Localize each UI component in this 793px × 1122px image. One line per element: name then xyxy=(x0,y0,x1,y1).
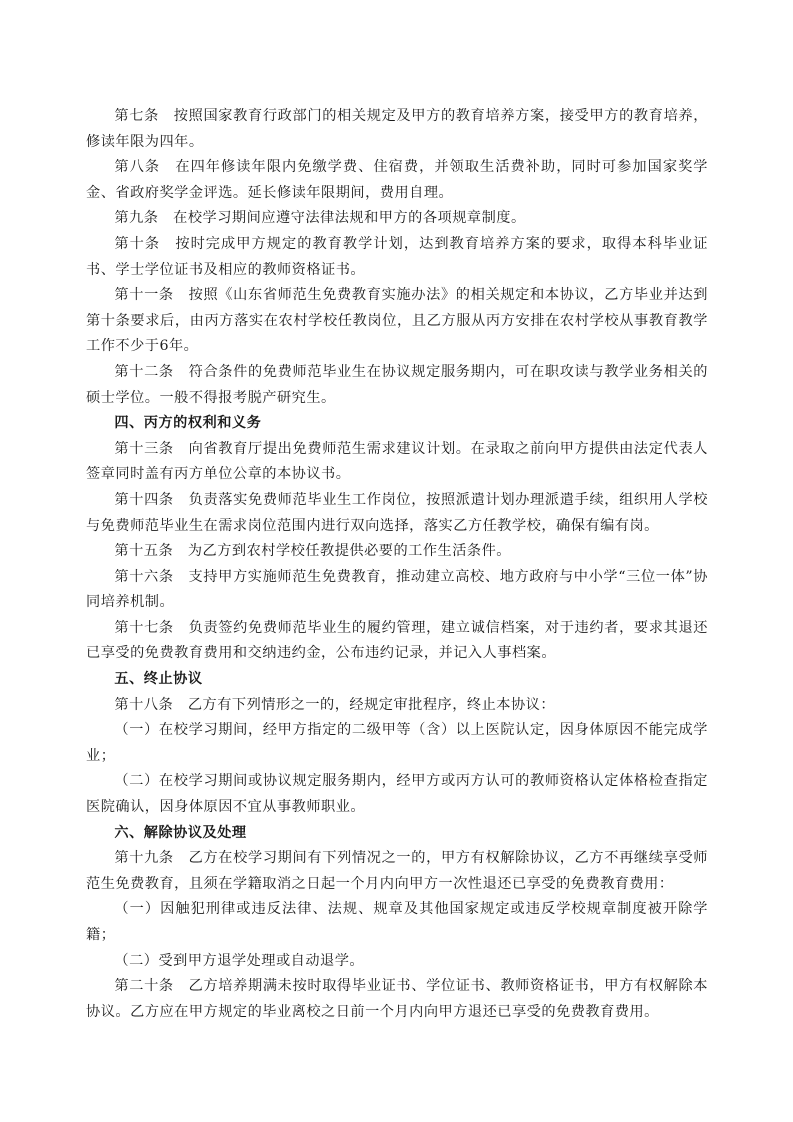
article-18-item-1: （一）在校学习期间，经甲方指定的二级甲等（含）以上医院认定，因身体原因不能完成学业； xyxy=(86,722,708,764)
article-17: 第十七条 负责签约免费师范毕业生的履约管理，建立诚信档案，对于违约者，要求其退还已享受的免费教育费用和交纳违约金，公布违约记录，并记入人事档案。 xyxy=(86,619,708,662)
article-12: 第十二条 符合条件的免费师范毕业生在协议规定服务期内，可在职攻读与教学业务相关的硕士学位。一般不得报考脱产研究生。 xyxy=(86,363,708,406)
article-15: 第十五条 为乙方到农村学校任教提供必要的工作生活条件。 xyxy=(114,543,511,560)
article-9: 第九条 在校学习期间应遵守法律法规和甲方的各项规章制度。 xyxy=(114,210,526,227)
article-18-item-2: （二）在校学习期间或协议规定服务期内，经甲方或丙方认可的教师资格认定体格检查指定医院确认，因身体原因不宜从事教师职业。 xyxy=(86,773,708,816)
article-7: 第七条 按照国家教育行政部门的相关规定及甲方的教育培养方案，接受甲方的教育培养，修读年限为四年。 xyxy=(86,108,708,150)
article-14: 第十四条 负责落实免费师范毕业生工作岗位，按照派遣计划办理派遣手续，组织用人学校与免费师范毕业生在需求岗位范围内进行双向选择，落实乙方任教学校，确保有编有岗。 xyxy=(86,491,708,534)
article-13: 第十三条 向省教育厅提出免费师范生需求建议计划。在录取之前向甲方提供由法定代表人签章同时盖有丙方单位公章的本协议书。 xyxy=(86,440,708,483)
section-heading-termination: 五、终止协议 xyxy=(114,671,203,688)
document-page xyxy=(86,104,708,1025)
section-heading-party-c: 四、丙方的权利和义务 xyxy=(114,415,262,432)
article-11: 第十一条 按照《山东省师范生免费教育实施办法》的相关规定和本协议，乙方毕业并达到第十条要求后，由丙方落实在农村学校任教岗位，且乙方服从丙方安排在农村学校从事教育教学工作不少于6年。 xyxy=(86,287,708,355)
article-18: 第十八条 乙方有下列情形之一的，经规定审批程序，终止本协议： xyxy=(114,696,556,713)
article-19-item-1: （一）因触犯刑律或违反法律、法规、规章及其他国家规定或违反学校规章制度被开除学籍； xyxy=(86,901,708,943)
article-16: 第十六条 支持甲方实施师范生免费教育，推动建立高校、地方政府与中小学“三位一体”协同培养机制。 xyxy=(86,568,708,611)
article-19-item-2: （二）受到甲方退学处理或自动退学。 xyxy=(114,952,365,969)
article-19: 第十九条 乙方在校学习期间有下列情况之一的，甲方有权解除协议，乙方不再继续享受师范生免费教育，且须在学籍取消之日起一个月内向甲方一次性退还已享受的免费教育费用： xyxy=(86,850,708,892)
article-10: 第十条 按时完成甲方规定的教育教学计划，达到教育培养方案的要求，取得本科毕业证书、学士学位证书及相应的教师资格证书。 xyxy=(86,235,708,278)
article-20: 第二十条 乙方培养期满未按时取得毕业证书、学位证书、教师资格证书，甲方有权解除本协议。乙方应在甲方规定的毕业离校之日前一个月内向甲方退还已享受的免费教育费用。 xyxy=(86,978,708,1020)
section-heading-cancellation: 六、解除协议及处理 xyxy=(114,824,247,841)
article-8: 第八条 在四年修读年限内免缴学费、住宿费，并领取生活费补助，同时可参加国家奖学金、省政府奖学金评选。延长修读年限期间，费用自理。 xyxy=(86,159,708,201)
